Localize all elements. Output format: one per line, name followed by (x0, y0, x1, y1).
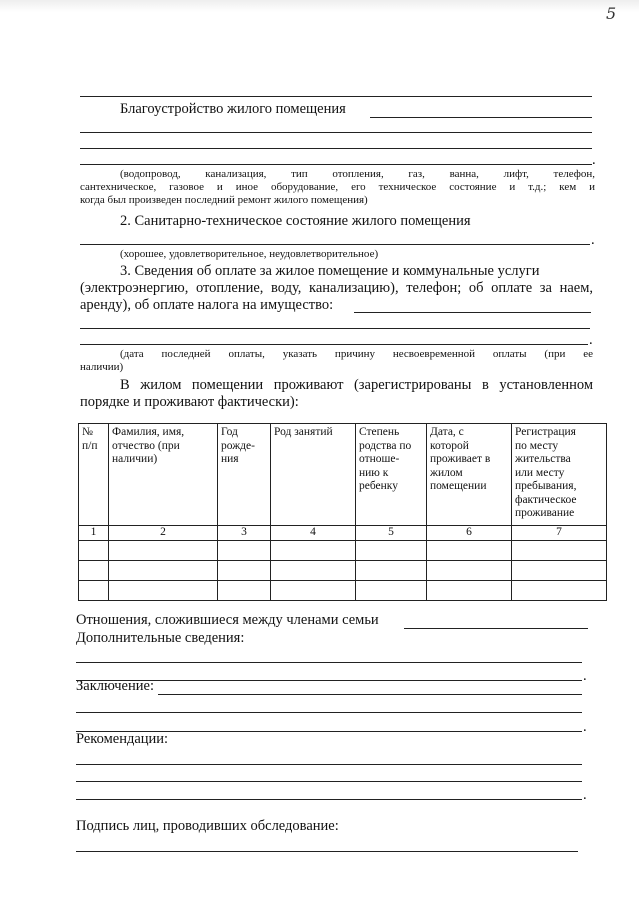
table-cell[interactable] (109, 580, 218, 600)
table-cell[interactable] (271, 560, 356, 580)
column-number: 4 (271, 526, 356, 541)
table-cell[interactable] (512, 580, 607, 600)
fill-line[interactable] (76, 712, 582, 713)
residents-intro-line: В жилом помещении проживают (зарегистрированы в установленном (120, 377, 593, 393)
header-text: Фамилия, имя, отчество (при наличии) (112, 426, 185, 465)
fill-line[interactable] (80, 344, 588, 345)
column-number-row (79, 526, 607, 541)
fill-line[interactable] (76, 799, 582, 800)
table-cell[interactable] (271, 580, 356, 600)
table-cell[interactable] (512, 560, 607, 580)
section3-line: (электроэнергию, отопление, воду, канализацию), телефон; об оплате за наем, (80, 280, 593, 296)
residents-table (78, 423, 607, 601)
relations-label: Отношения, сложившиеся между членами семьи (76, 612, 379, 628)
col-header-number (79, 424, 109, 526)
residents-intro-line: порядке и проживают фактически): (80, 394, 299, 410)
fill-line[interactable] (76, 781, 582, 782)
additional-label: Дополнительные сведения: (76, 630, 245, 646)
period: . (592, 152, 596, 168)
scan-edge-shadow (0, 0, 639, 12)
fill-line[interactable] (404, 628, 588, 629)
table-cell[interactable] (356, 580, 427, 600)
fill-line[interactable] (80, 96, 592, 97)
column-number: 7 (512, 526, 607, 541)
table-cell[interactable] (218, 580, 271, 600)
col-header-residence-date (427, 424, 512, 526)
col-header-occupation (271, 424, 356, 526)
header-text: Регистрация по месту жительства или месту пребывания, фактическое проживание (515, 426, 577, 519)
header-text: Степень родства по отноше- нию к ребенку (359, 426, 412, 492)
table-cell[interactable] (109, 560, 218, 580)
fill-line[interactable] (80, 148, 592, 149)
section1-hint (80, 168, 595, 207)
header-text: Дата, с которой проживает в жилом помещении (430, 426, 491, 492)
fill-line[interactable] (76, 764, 582, 765)
section1-hint-line: (водопровод, канализация, тип отопления, газ, ванна, лифт, телефон, (120, 168, 595, 180)
table-row[interactable] (79, 540, 607, 560)
table-cell[interactable] (356, 560, 427, 580)
fill-line[interactable] (80, 132, 592, 133)
col-header-relation (356, 424, 427, 526)
period: . (591, 232, 595, 248)
table-cell[interactable] (427, 540, 512, 560)
table-cell[interactable] (218, 560, 271, 580)
table-cell[interactable] (218, 540, 271, 560)
table-cell[interactable] (109, 540, 218, 560)
signature-label: Подпись лиц, проводивших обследование: (76, 818, 339, 834)
col-header-birth-year (218, 424, 271, 526)
residents-intro (80, 377, 593, 411)
table-cell[interactable] (79, 560, 109, 580)
column-number: 2 (109, 526, 218, 541)
page-number: 5 (606, 4, 617, 23)
period: . (589, 332, 593, 348)
section1-label: Благоустройство жилого помещения (120, 101, 346, 117)
table-header-row (79, 424, 607, 526)
fill-line[interactable] (158, 694, 582, 695)
fill-line[interactable] (80, 164, 592, 165)
section2-hint: (хорошее, удовлетворительное, неудовлетворительное) (120, 248, 379, 260)
table-cell[interactable] (427, 560, 512, 580)
table-row[interactable] (79, 580, 607, 600)
section1-hint-line: сантехническое, газовое и иное оборудование, его техническое состояние и т.д.; кем и (80, 181, 595, 193)
section3-text (80, 263, 593, 314)
header-text: № п/п (82, 426, 98, 452)
column-number: 3 (218, 526, 271, 541)
table-cell[interactable] (512, 540, 607, 560)
column-number: 5 (356, 526, 427, 541)
section2-label: 2. Санитарно-техническое состояние жилого помещения (120, 213, 471, 229)
fill-line[interactable] (76, 662, 582, 663)
header-text: Род занятий (274, 426, 333, 438)
column-number: 1 (79, 526, 109, 541)
section3-hint-line: (дата последней оплаты, указать причину несвоевременной оплаты (при ее (120, 348, 593, 360)
section3-line: 3. Сведения об оплате за жилое помещение и коммунальные услуги (120, 263, 540, 279)
table-cell[interactable] (271, 540, 356, 560)
fill-line[interactable] (80, 244, 590, 245)
table-row[interactable] (79, 560, 607, 580)
header-text: Год рожде- ния (221, 426, 255, 465)
col-header-fullname (109, 424, 218, 526)
fill-line[interactable] (370, 117, 592, 118)
col-header-registration (512, 424, 607, 526)
recommendations-label: Рекомендации: (76, 731, 169, 747)
table-cell[interactable] (427, 580, 512, 600)
conclusion-label: Заключение: (76, 678, 154, 694)
section3-hint (80, 348, 593, 374)
signature-line[interactable] (76, 851, 578, 852)
fill-line[interactable] (354, 312, 591, 313)
section3-line: аренду), об оплате налога на имущество: (80, 297, 334, 313)
column-number: 6 (427, 526, 512, 541)
period: . (583, 719, 587, 735)
table-cell[interactable] (356, 540, 427, 560)
period: . (583, 787, 587, 803)
period: . (583, 668, 587, 684)
section3-hint-line: наличии) (80, 361, 124, 373)
section1-hint-line: когда был произведен последний ремонт жилого помещения) (80, 194, 368, 206)
fill-line[interactable] (80, 328, 590, 329)
table-cell[interactable] (79, 540, 109, 560)
table-cell[interactable] (79, 580, 109, 600)
